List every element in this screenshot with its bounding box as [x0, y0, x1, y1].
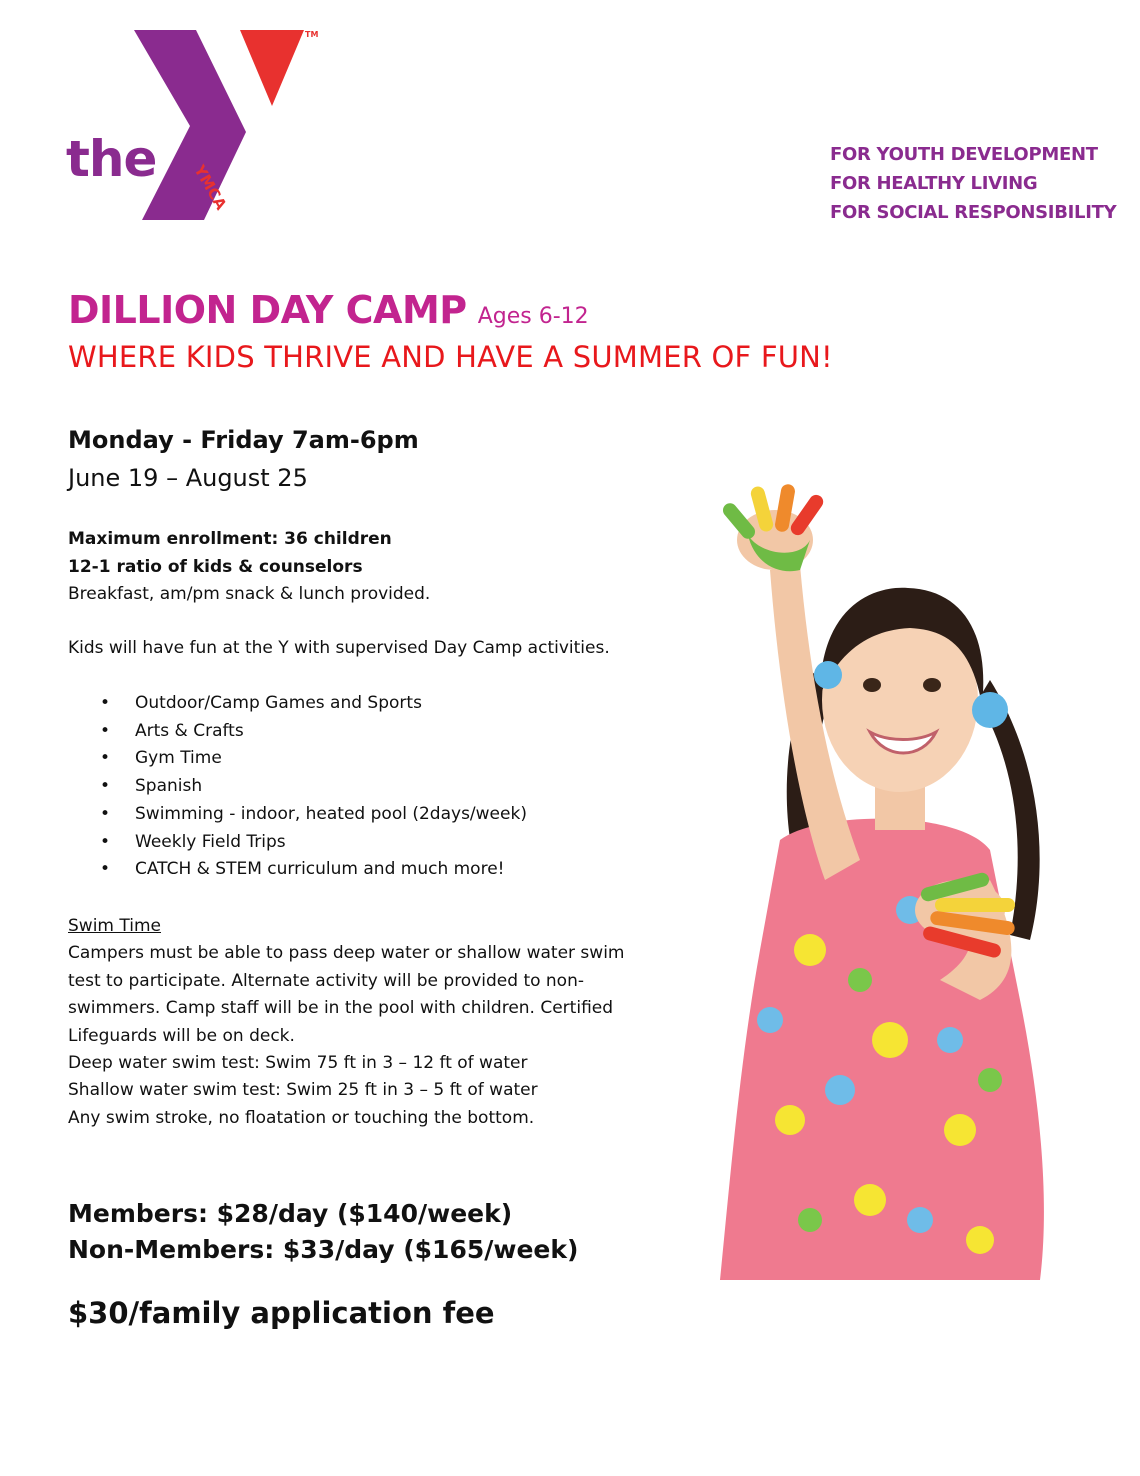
- camp-info: [68, 526, 430, 609]
- tagline-social: FOR SOCIAL RESPONSIBILITY: [830, 202, 1117, 223]
- list-item: • Swimming - indoor, heated pool (2days/week): [68, 801, 527, 829]
- list-item: • CATCH & STEM curriculum and much more!: [68, 856, 527, 884]
- child-photo: [660, 480, 1060, 1280]
- schedule-dates: June 19 – August 25: [68, 464, 308, 492]
- list-item: • Outdoor/Camp Games and Sports: [68, 690, 527, 718]
- camp-ages: Ages 6-12: [477, 304, 589, 329]
- activities-intro: Kids will have fun at the Y with supervised Day Camp activities.: [68, 638, 610, 658]
- application-fee: $30/family application fee: [68, 1296, 495, 1330]
- swim-deep: Deep water swim test: Swim 75 ft in 3 – 12 ft of water: [68, 1053, 528, 1074]
- swim-rules: Any swim stroke, no floatation or touching the bottom.: [68, 1107, 535, 1128]
- tagline-healthy: FOR HEALTHY LIVING: [830, 173, 1038, 194]
- camp-subtitle: WHERE KIDS THRIVE AND HAVE A SUMMER OF FUN!: [68, 340, 833, 374]
- list-item: • Gym Time: [68, 745, 527, 773]
- ymca-logo: [64, 22, 334, 227]
- list-item: • Spanish: [68, 773, 527, 801]
- price-non-members: Non-Members: $33/day ($165/week): [68, 1235, 579, 1264]
- logo-trademark: TM: [305, 30, 319, 39]
- ratio-text: 12-1 ratio of kids & counselors: [68, 556, 363, 577]
- meals-text: Breakfast, am/pm snack & lunch provided.: [68, 584, 431, 604]
- logo-ymca-text: YMCA: [190, 162, 231, 213]
- list-item: • Arts & Crafts: [68, 718, 527, 746]
- price-members: Members: $28/day ($140/week): [68, 1199, 513, 1228]
- enrollment-text: Maximum enrollment: 36 children: [68, 529, 392, 549]
- camp-name: DILLION DAY CAMP: [68, 288, 467, 332]
- swim-heading: Swim Time: [68, 916, 161, 936]
- activities-list: [68, 690, 527, 884]
- swim-body: Campers must be able to pass deep water or shallow water swim test to participate. Alternate activity will be provided to non-swimmers. Camp staff will be in the pool with children. Certified Lifeguards will be on deck.: [68, 943, 625, 1046]
- tagline-youth: FOR YOUTH DEVELOPMENT: [830, 144, 1098, 165]
- y-logo-icon: [134, 22, 314, 222]
- swim-shallow: Shallow water swim test: Swim 25 ft in 3 – 5 ft of water: [68, 1080, 538, 1101]
- page-title: [68, 288, 589, 332]
- swim-section: [68, 913, 648, 1132]
- logo-wordmark: the: [66, 130, 157, 188]
- pricing: [68, 1196, 578, 1268]
- schedule-days: Monday - Friday 7am-6pm: [68, 426, 419, 454]
- taglines: [830, 140, 1116, 227]
- list-item: • Weekly Field Trips: [68, 829, 527, 857]
